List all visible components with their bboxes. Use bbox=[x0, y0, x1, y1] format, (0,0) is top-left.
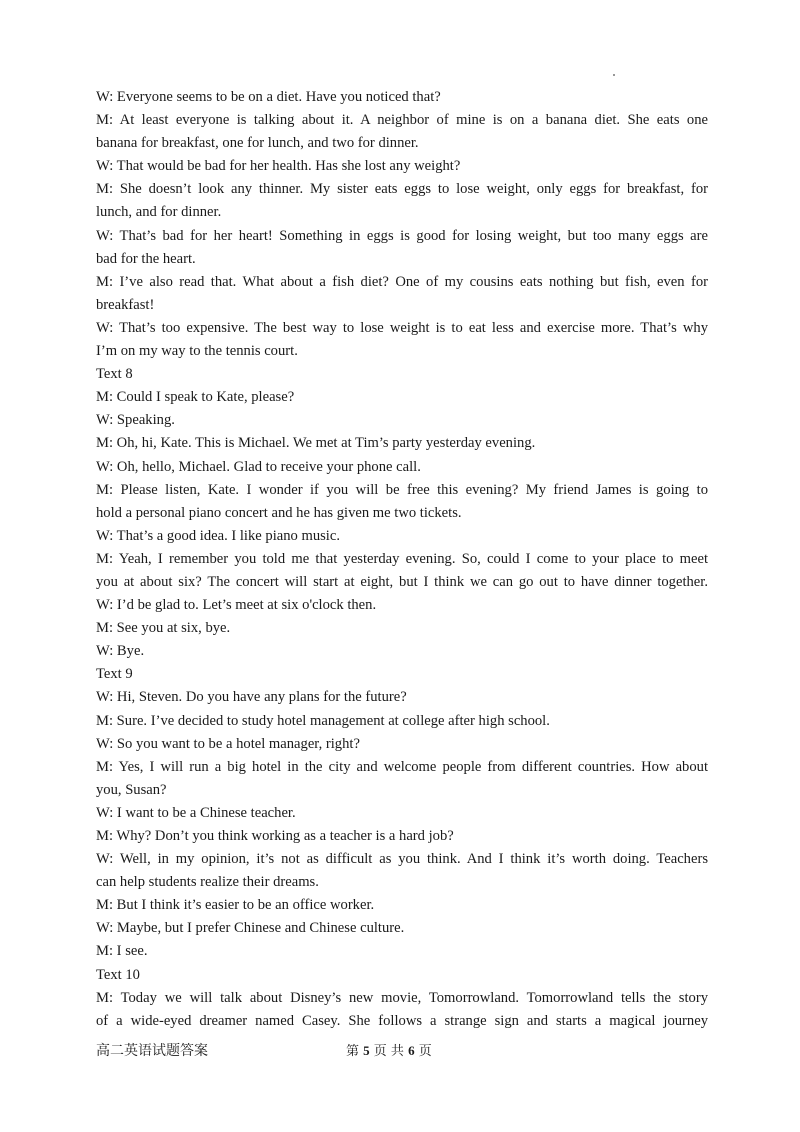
text-line: hold a personal piano concert and he has given me two tickets. bbox=[96, 504, 462, 521]
text-line: M: Yeah, I remember you told me that yesterday evening. So, could I come to your place to meet bbox=[96, 550, 708, 567]
text-line: bad for the heart. bbox=[96, 250, 196, 267]
text-line: W: Hi, Steven. Do you have any plans for the future? bbox=[96, 689, 407, 706]
text-line: W: Oh, hello, Michael. Glad to receive your phone call. bbox=[96, 458, 421, 475]
text-line: M: I’ve also read that. What about a fish diet? One of my cousins eats nothing but fish, even for bbox=[96, 273, 708, 290]
text-line: M: I see. bbox=[96, 943, 148, 960]
text-line: W: That would be bad for her health. Has she lost any weight? bbox=[96, 158, 461, 175]
text-line: breakfast! bbox=[96, 296, 155, 313]
text-line: W: I want to be a Chinese teacher. bbox=[96, 804, 296, 821]
text-line: M: Today we will talk about Disney’s new movie, Tomorrowland. Tomorrowland tells the story bbox=[96, 989, 708, 1006]
text-line: you at about six? The concert will start at eight, but I think we can go out to have dinner together. bbox=[96, 573, 708, 590]
page-suffix: 页 bbox=[418, 1044, 432, 1059]
text-line: you, Susan? bbox=[96, 781, 167, 798]
text-line: M: Yes, I will run a big hotel in the city and welcome people from different countries. How about bbox=[96, 758, 708, 775]
text-line: W: Bye. bbox=[96, 643, 145, 660]
text-line: Text 9 bbox=[96, 666, 133, 683]
text-line: W: That’s too expensive. The best way to lose weight is to eat less and exercise more. That’s why bbox=[96, 319, 708, 336]
scan-speck bbox=[613, 74, 615, 76]
text-line: W: Maybe, but I prefer Chinese and Chinese culture. bbox=[96, 920, 405, 937]
text-line: M: At least everyone is talking about it. A neighbor of mine is on a banana diet. She eats one bbox=[96, 112, 708, 129]
text-line: M: Could I speak to Kate, please? bbox=[96, 389, 295, 406]
text-line: lunch, and for dinner. bbox=[96, 204, 222, 221]
text-line: banana for breakfast, one for lunch, and two for dinner. bbox=[96, 135, 419, 152]
text-line: M: Sure. I’ve decided to study hotel management at college after high school. bbox=[96, 712, 550, 729]
dialogue-body bbox=[96, 86, 708, 1033]
text-line: of a wide-eyed dreamer named Casey. She follows a strange sign and starts a magical journey bbox=[96, 1012, 708, 1029]
text-line: M: She doesn’t look any thinner. My sister eats eggs to lose weight, only eggs for breakfast, for bbox=[96, 181, 708, 198]
text-line: M: Please listen, Kate. I wonder if you will be free this evening? My friend James is going to bbox=[96, 481, 708, 498]
text-line: can help students realize their dreams. bbox=[96, 874, 319, 891]
page-prefix: 第 bbox=[346, 1044, 360, 1059]
text-line: M: Why? Don’t you think working as a teacher is a hard job? bbox=[96, 828, 454, 844]
text-line: M: See you at six, bye. bbox=[96, 620, 231, 637]
text-line: W: So you want to be a hotel manager, right? bbox=[96, 735, 360, 752]
text-line: Text 10 bbox=[96, 966, 140, 983]
text-line: W: Everyone seems to be on a diet. Have you noticed that? bbox=[96, 89, 441, 105]
text-line: W: That’s bad for her heart! Something in eggs is good for losing weight, but too many eggs are bbox=[96, 227, 708, 244]
text-line: W: Well, in my opinion, it’s not as difficult as you think. And I think it’s worth doing. Teachers bbox=[96, 851, 708, 868]
page-number: 5 bbox=[363, 1043, 370, 1058]
text-line: W: I’d be glad to. Let’s meet at six o'clock then. bbox=[96, 597, 377, 614]
text-line: M: Oh, hi, Kate. This is Michael. We met at Tim’s party yesterday evening. bbox=[96, 435, 536, 452]
page-mid: 页 共 bbox=[373, 1044, 404, 1059]
page-footer bbox=[96, 1040, 708, 1064]
text-line: W: Speaking. bbox=[96, 412, 175, 429]
text-line: W: That’s a good idea. I like piano music. bbox=[96, 527, 340, 544]
text-line: I’m on my way to the tennis court. bbox=[96, 343, 298, 360]
footer-title: 高二英语试题答案 bbox=[96, 1043, 208, 1059]
page-total: 6 bbox=[408, 1043, 415, 1058]
page-indicator bbox=[346, 1040, 432, 1059]
text-line: M: But I think it’s easier to be an office worker. bbox=[96, 897, 375, 914]
text-line: Text 8 bbox=[96, 366, 133, 383]
